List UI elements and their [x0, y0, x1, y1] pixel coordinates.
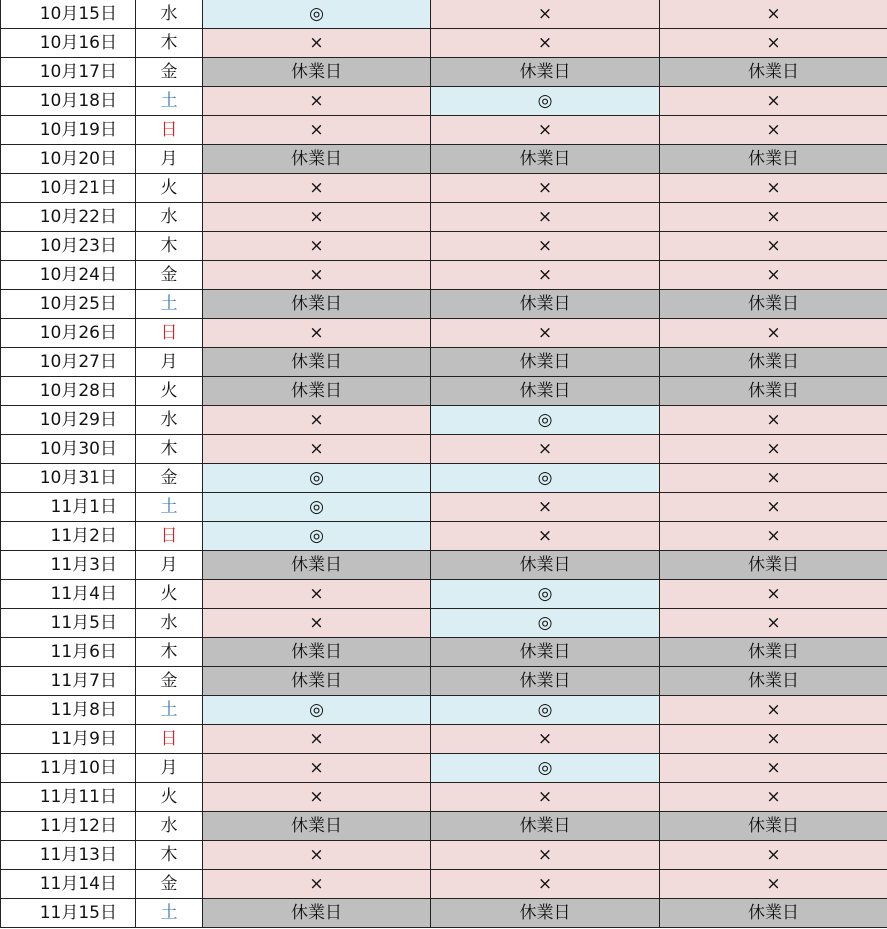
slot-2-status-cell[interactable]: ×	[431, 435, 660, 464]
slot-2-status-cell[interactable]: ×	[431, 522, 660, 551]
slot-1-status-cell[interactable]: 休業日	[203, 667, 431, 696]
date-cell[interactable]: 10月19日	[1, 116, 136, 145]
slot-2-status-cell[interactable]: 休業日	[431, 899, 660, 928]
date-cell[interactable]: 11月9日	[1, 725, 136, 754]
slot-1-status-cell[interactable]: ×	[203, 435, 431, 464]
slot-2-status-cell[interactable]: ×	[431, 725, 660, 754]
slot-1-status-cell[interactable]: 休業日	[203, 290, 431, 319]
weekday-cell[interactable]: 日	[136, 725, 203, 754]
slot-2-status-cell[interactable]: ×	[431, 174, 660, 203]
weekday-cell[interactable]: 水	[136, 406, 203, 435]
weekday-cell[interactable]: 月	[136, 145, 203, 174]
table-row	[1, 493, 887, 522]
slot-1-status-cell[interactable]: ×	[203, 754, 431, 783]
date-cell[interactable]: 11月6日	[1, 638, 136, 667]
slot-1-status-cell[interactable]: ×	[203, 203, 431, 232]
date-cell[interactable]: 11月12日	[1, 812, 136, 841]
slot-1-status-cell[interactable]: 休業日	[203, 899, 431, 928]
date-cell[interactable]: 10月21日	[1, 174, 136, 203]
table-row	[1, 203, 887, 232]
slot-1-status-cell[interactable]: ×	[203, 174, 431, 203]
date-cell[interactable]: 11月11日	[1, 783, 136, 812]
date-cell[interactable]: 11月5日	[1, 609, 136, 638]
date-cell[interactable]: 11月4日	[1, 580, 136, 609]
weekday-cell[interactable]: 金	[136, 464, 203, 493]
weekday-cell[interactable]: 月	[136, 551, 203, 580]
weekday-cell[interactable]: 火	[136, 174, 203, 203]
slot-3-status-cell[interactable]: ×	[660, 435, 887, 464]
slot-2-status-cell[interactable]: ×	[431, 0, 660, 29]
slot-3-status-cell[interactable]: 休業日	[660, 290, 887, 319]
weekday-cell[interactable]: 土	[136, 290, 203, 319]
table-row	[1, 551, 887, 580]
slot-2-status-cell[interactable]: 休業日	[431, 58, 660, 87]
weekday-cell[interactable]: 火	[136, 377, 203, 406]
table-row	[1, 812, 887, 841]
date-cell[interactable]: 10月20日	[1, 145, 136, 174]
slot-1-status-cell[interactable]: ×	[203, 783, 431, 812]
date-cell[interactable]: 11月1日	[1, 493, 136, 522]
slot-3-status-cell[interactable]: 休業日	[660, 58, 887, 87]
slot-2-status-cell[interactable]: ◎	[431, 406, 660, 435]
slot-3-status-cell[interactable]: ×	[660, 232, 887, 261]
weekday-cell[interactable]: 金	[136, 870, 203, 899]
slot-1-status-cell[interactable]: ◎	[203, 522, 431, 551]
table-row	[1, 754, 887, 783]
table-row	[1, 870, 887, 899]
slot-2-status-cell[interactable]: 休業日	[431, 145, 660, 174]
slot-3-status-cell[interactable]: ×	[660, 493, 887, 522]
slot-1-status-cell[interactable]: ×	[203, 725, 431, 754]
table-row	[1, 522, 887, 551]
slot-1-status-cell[interactable]: 休業日	[203, 638, 431, 667]
weekday-cell[interactable]: 土	[136, 493, 203, 522]
slot-3-status-cell[interactable]: ×	[660, 580, 887, 609]
table-row	[1, 232, 887, 261]
slot-1-status-cell[interactable]: ×	[203, 319, 431, 348]
slot-2-status-cell[interactable]: ◎	[431, 609, 660, 638]
table-row	[1, 377, 887, 406]
weekday-cell[interactable]: 木	[136, 232, 203, 261]
slot-3-status-cell[interactable]: ×	[660, 870, 887, 899]
slot-1-status-cell[interactable]: 休業日	[203, 348, 431, 377]
date-cell[interactable]: 10月23日	[1, 232, 136, 261]
date-cell[interactable]: 11月8日	[1, 696, 136, 725]
slot-3-status-cell[interactable]: ×	[660, 522, 887, 551]
date-cell[interactable]: 11月3日	[1, 551, 136, 580]
slot-2-status-cell[interactable]: ×	[431, 870, 660, 899]
slot-1-status-cell[interactable]: ×	[203, 232, 431, 261]
slot-3-status-cell[interactable]: 休業日	[660, 145, 887, 174]
date-cell[interactable]: 11月13日	[1, 841, 136, 870]
weekday-cell[interactable]: 火	[136, 783, 203, 812]
table-row	[1, 406, 887, 435]
weekday-cell[interactable]: 日	[136, 522, 203, 551]
slot-2-status-cell[interactable]: ◎	[431, 754, 660, 783]
slot-1-status-cell[interactable]: 休業日	[203, 58, 431, 87]
slot-3-status-cell[interactable]: ×	[660, 754, 887, 783]
slot-3-status-cell[interactable]: ×	[660, 725, 887, 754]
slot-1-status-cell[interactable]: ×	[203, 87, 431, 116]
date-cell[interactable]: 10月25日	[1, 290, 136, 319]
weekday-cell[interactable]: 金	[136, 261, 203, 290]
slot-3-status-cell[interactable]: ×	[660, 464, 887, 493]
slot-1-status-cell[interactable]: ×	[203, 580, 431, 609]
date-cell[interactable]: 10月27日	[1, 348, 136, 377]
weekday-cell[interactable]: 木	[136, 29, 203, 58]
slot-1-status-cell[interactable]: ×	[203, 261, 431, 290]
table-row	[1, 609, 887, 638]
slot-2-status-cell[interactable]: ×	[431, 29, 660, 58]
table-row	[1, 116, 887, 145]
weekday-cell[interactable]: 日	[136, 116, 203, 145]
weekday-cell[interactable]: 金	[136, 58, 203, 87]
slot-3-status-cell[interactable]: ×	[660, 783, 887, 812]
slot-3-status-cell[interactable]: ×	[660, 696, 887, 725]
weekday-cell[interactable]: 水	[136, 203, 203, 232]
date-cell[interactable]: 11月15日	[1, 899, 136, 928]
slot-1-status-cell[interactable]: ◎	[203, 696, 431, 725]
slot-3-status-cell[interactable]: ×	[660, 841, 887, 870]
date-cell[interactable]: 11月10日	[1, 754, 136, 783]
date-cell[interactable]: 11月14日	[1, 870, 136, 899]
availability-table-body	[1, 0, 887, 928]
date-cell[interactable]: 10月17日	[1, 58, 136, 87]
slot-3-status-cell[interactable]: 休業日	[660, 812, 887, 841]
slot-3-status-cell[interactable]: ×	[660, 174, 887, 203]
weekday-cell[interactable]: 水	[136, 812, 203, 841]
table-row	[1, 667, 887, 696]
table-row	[1, 696, 887, 725]
slot-2-status-cell[interactable]: ◎	[431, 87, 660, 116]
table-row	[1, 348, 887, 377]
weekday-cell[interactable]: 火	[136, 580, 203, 609]
slot-1-status-cell[interactable]: ×	[203, 609, 431, 638]
slot-2-status-cell[interactable]: ◎	[431, 580, 660, 609]
weekday-cell[interactable]: 土	[136, 696, 203, 725]
weekday-cell[interactable]: 月	[136, 348, 203, 377]
slot-3-status-cell[interactable]: 休業日	[660, 377, 887, 406]
slot-1-status-cell[interactable]: ×	[203, 29, 431, 58]
slot-1-status-cell[interactable]: 休業日	[203, 551, 431, 580]
date-cell[interactable]: 10月15日	[1, 0, 136, 29]
slot-1-status-cell[interactable]: ×	[203, 116, 431, 145]
slot-3-status-cell[interactable]: ×	[660, 203, 887, 232]
table-row	[1, 58, 887, 87]
date-cell[interactable]: 10月30日	[1, 435, 136, 464]
table-row	[1, 29, 887, 58]
slot-1-status-cell[interactable]: 休業日	[203, 812, 431, 841]
table-row	[1, 319, 887, 348]
date-cell[interactable]: 11月2日	[1, 522, 136, 551]
date-cell[interactable]: 10月24日	[1, 261, 136, 290]
slot-2-status-cell[interactable]: ×	[431, 261, 660, 290]
slot-3-status-cell[interactable]: 休業日	[660, 348, 887, 377]
weekday-cell[interactable]: 木	[136, 638, 203, 667]
slot-2-status-cell[interactable]: 休業日	[431, 290, 660, 319]
weekday-cell[interactable]: 土	[136, 87, 203, 116]
table-row	[1, 899, 887, 928]
weekday-cell[interactable]: 土	[136, 899, 203, 928]
slot-2-status-cell[interactable]: ×	[431, 783, 660, 812]
weekday-cell[interactable]: 金	[136, 667, 203, 696]
table-row	[1, 841, 887, 870]
slot-2-status-cell[interactable]: ◎	[431, 696, 660, 725]
slot-2-status-cell[interactable]: ×	[431, 232, 660, 261]
slot-1-status-cell[interactable]: ◎	[203, 493, 431, 522]
weekday-cell[interactable]: 日	[136, 319, 203, 348]
slot-2-status-cell[interactable]: ×	[431, 319, 660, 348]
table-row	[1, 0, 887, 29]
slot-3-status-cell[interactable]: ×	[660, 0, 887, 29]
slot-1-status-cell[interactable]: ×	[203, 406, 431, 435]
slot-3-status-cell[interactable]: 休業日	[660, 638, 887, 667]
slot-1-status-cell[interactable]: ◎	[203, 0, 431, 29]
date-cell[interactable]: 10月28日	[1, 377, 136, 406]
date-cell[interactable]: 10月16日	[1, 29, 136, 58]
slot-3-status-cell[interactable]: ×	[660, 29, 887, 58]
slot-1-status-cell[interactable]: ×	[203, 841, 431, 870]
slot-2-status-cell[interactable]: 休業日	[431, 348, 660, 377]
date-cell[interactable]: 10月22日	[1, 203, 136, 232]
weekday-cell[interactable]: 木	[136, 841, 203, 870]
slot-2-status-cell[interactable]: 休業日	[431, 551, 660, 580]
slot-1-status-cell[interactable]: 休業日	[203, 145, 431, 174]
date-cell[interactable]: 11月7日	[1, 667, 136, 696]
table-row	[1, 145, 887, 174]
slot-3-status-cell[interactable]: ×	[660, 87, 887, 116]
slot-3-status-cell[interactable]: ×	[660, 609, 887, 638]
table-row	[1, 464, 887, 493]
slot-3-status-cell[interactable]: ×	[660, 406, 887, 435]
weekday-cell[interactable]: 月	[136, 754, 203, 783]
table-row	[1, 435, 887, 464]
table-row	[1, 174, 887, 203]
date-cell[interactable]: 10月31日	[1, 464, 136, 493]
date-cell[interactable]: 10月18日	[1, 87, 136, 116]
slot-3-status-cell[interactable]: ×	[660, 319, 887, 348]
date-cell[interactable]: 10月29日	[1, 406, 136, 435]
slot-2-status-cell[interactable]: 休業日	[431, 377, 660, 406]
slot-1-status-cell[interactable]: 休業日	[203, 377, 431, 406]
slot-2-status-cell[interactable]: 休業日	[431, 667, 660, 696]
slot-2-status-cell[interactable]: 休業日	[431, 812, 660, 841]
table-row	[1, 638, 887, 667]
slot-2-status-cell[interactable]: ×	[431, 493, 660, 522]
slot-3-status-cell[interactable]: ×	[660, 116, 887, 145]
slot-2-status-cell[interactable]: ◎	[431, 464, 660, 493]
slot-2-status-cell[interactable]: ×	[431, 203, 660, 232]
slot-3-status-cell[interactable]: 休業日	[660, 899, 887, 928]
weekday-cell[interactable]: 水	[136, 609, 203, 638]
slot-3-status-cell[interactable]: ×	[660, 261, 887, 290]
slot-2-status-cell[interactable]: 休業日	[431, 638, 660, 667]
slot-3-status-cell[interactable]: 休業日	[660, 667, 887, 696]
slot-2-status-cell[interactable]: ×	[431, 841, 660, 870]
table-row	[1, 290, 887, 319]
slot-2-status-cell[interactable]: ×	[431, 116, 660, 145]
weekday-cell[interactable]: 水	[136, 0, 203, 29]
table-row	[1, 580, 887, 609]
table-row	[1, 725, 887, 754]
table-row	[1, 783, 887, 812]
slot-3-status-cell[interactable]: 休業日	[660, 551, 887, 580]
slot-1-status-cell[interactable]: ◎	[203, 464, 431, 493]
slot-1-status-cell[interactable]: ×	[203, 870, 431, 899]
weekday-cell[interactable]: 木	[136, 435, 203, 464]
date-cell[interactable]: 10月26日	[1, 319, 136, 348]
table-row	[1, 87, 887, 116]
table-row	[1, 261, 887, 290]
